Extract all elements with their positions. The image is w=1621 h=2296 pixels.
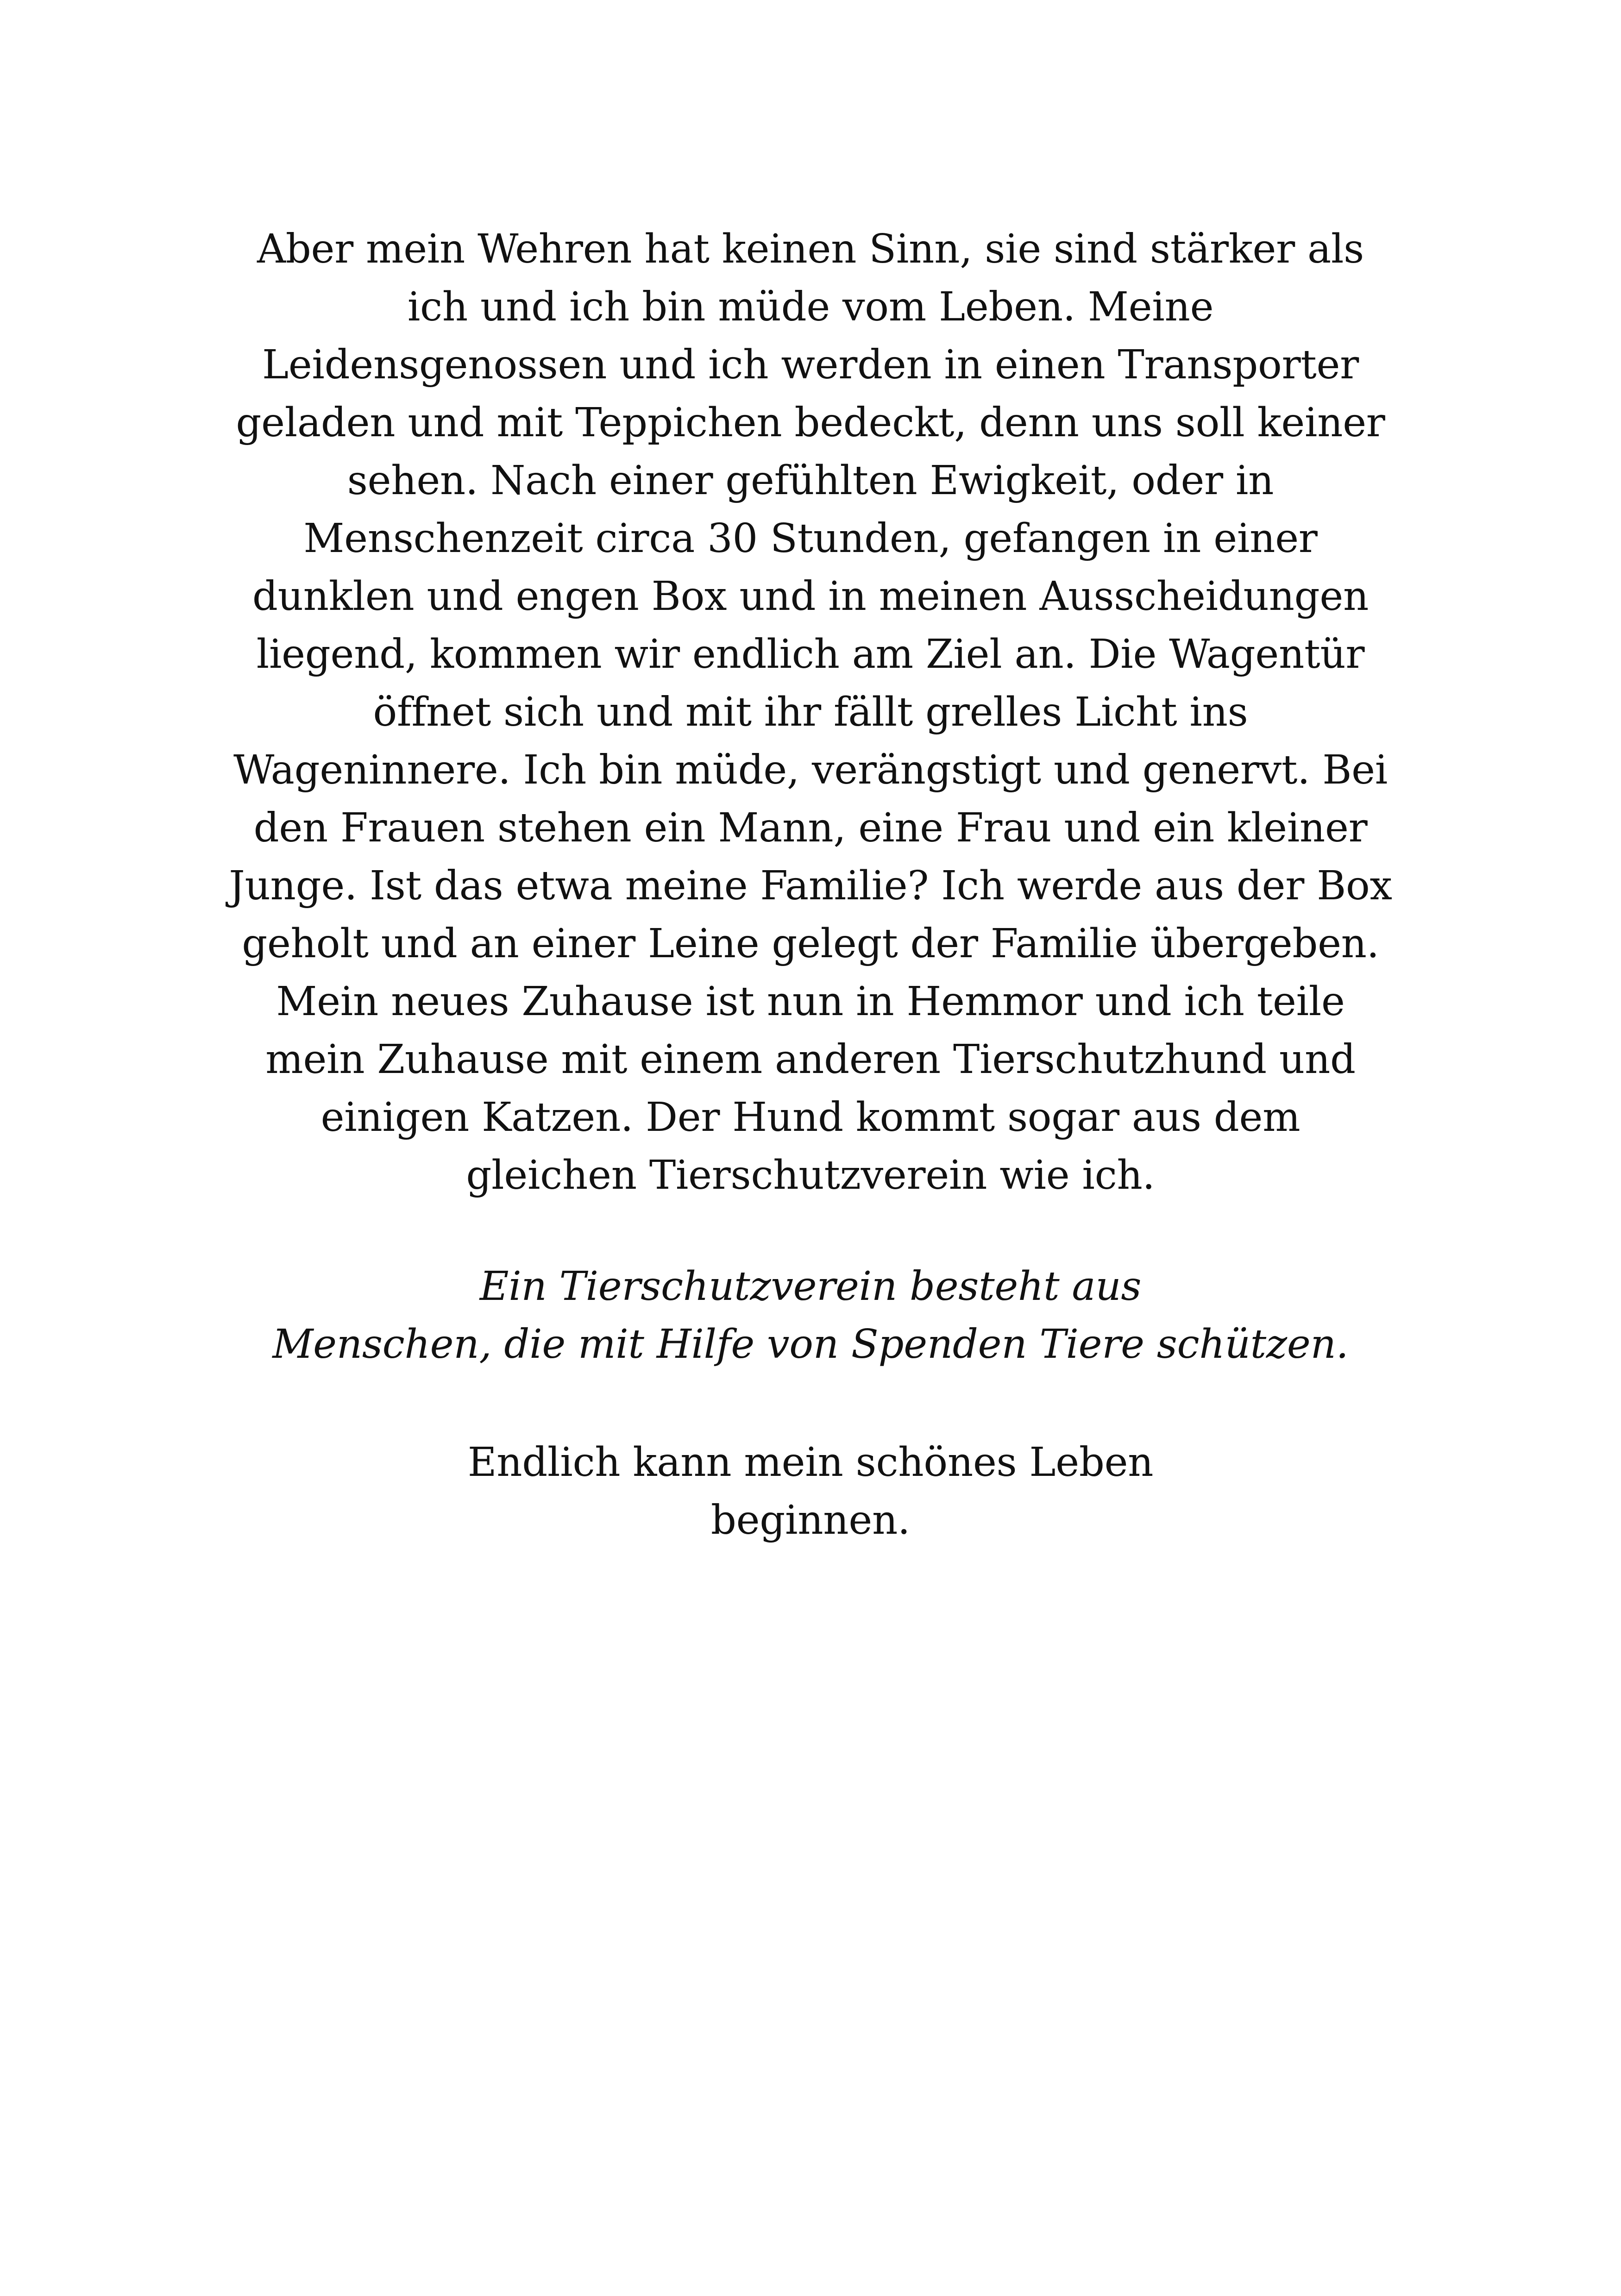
closing-line: beginnen.: [710, 1497, 911, 1543]
definition-line: Menschen, die mit Hilfe von Spenden Tiere schützen.: [272, 1321, 1349, 1368]
paragraph-line: einigen Katzen. Der Hund kommt sogar aus dem: [320, 1094, 1301, 1141]
definition-note: [153, 1258, 1468, 1374]
paragraph-line: gleichen Tierschutzverein wie ich.: [466, 1152, 1155, 1198]
paragraph-line: Junge. Ist das etwa meine Familie? Ich werde aus der Box: [229, 863, 1392, 909]
paragraph-line: Aber mein Wehren hat keinen Sinn, sie sind stärker als: [257, 226, 1364, 272]
paragraph-line: den Frauen stehen ein Mann, eine Frau und ein kleiner: [253, 805, 1368, 851]
paragraph-line: ich und ich bin müde vom Leben. Meine: [407, 284, 1214, 330]
paragraph-line: Wageninnere. Ich bin müde, verängstigt und genervt. Bei: [233, 747, 1388, 793]
paragraph-line: mein Zuhause mit einem anderen Tierschutzhund und: [265, 1036, 1356, 1083]
definition-line: Ein Tierschutzverein besteht aus: [479, 1263, 1142, 1310]
closing-line: Endlich kann mein schönes Leben: [467, 1439, 1154, 1486]
paragraph-line: Menschenzeit circa 30 Stunden, gefangen in einer: [303, 515, 1318, 562]
paragraph-line: geladen und mit Teppichen bedeckt, denn uns soll keiner: [236, 400, 1385, 446]
paragraph-line: geholt und an einer Leine gelegt der Familie übergeben.: [242, 921, 1379, 967]
paragraph-line: dunklen und engen Box und in meinen Ausscheidungen: [252, 573, 1369, 620]
paragraph-line: öffnet sich und mit ihr fällt grelles Licht ins: [373, 689, 1248, 735]
story-paragraph: [153, 220, 1468, 1204]
paragraph-line: Leidensgenossen und ich werden in einen Transporter: [262, 342, 1359, 388]
closing-statement: [153, 1434, 1468, 1549]
paragraph-line: liegend, kommen wir endlich am Ziel an. Die Wagentür: [256, 631, 1365, 678]
paragraph-line: Mein neues Zuhause ist nun in Hemmor und ich teile: [276, 979, 1345, 1025]
paragraph-line: sehen. Nach einer gefühlten Ewigkeit, oder in: [347, 458, 1274, 504]
